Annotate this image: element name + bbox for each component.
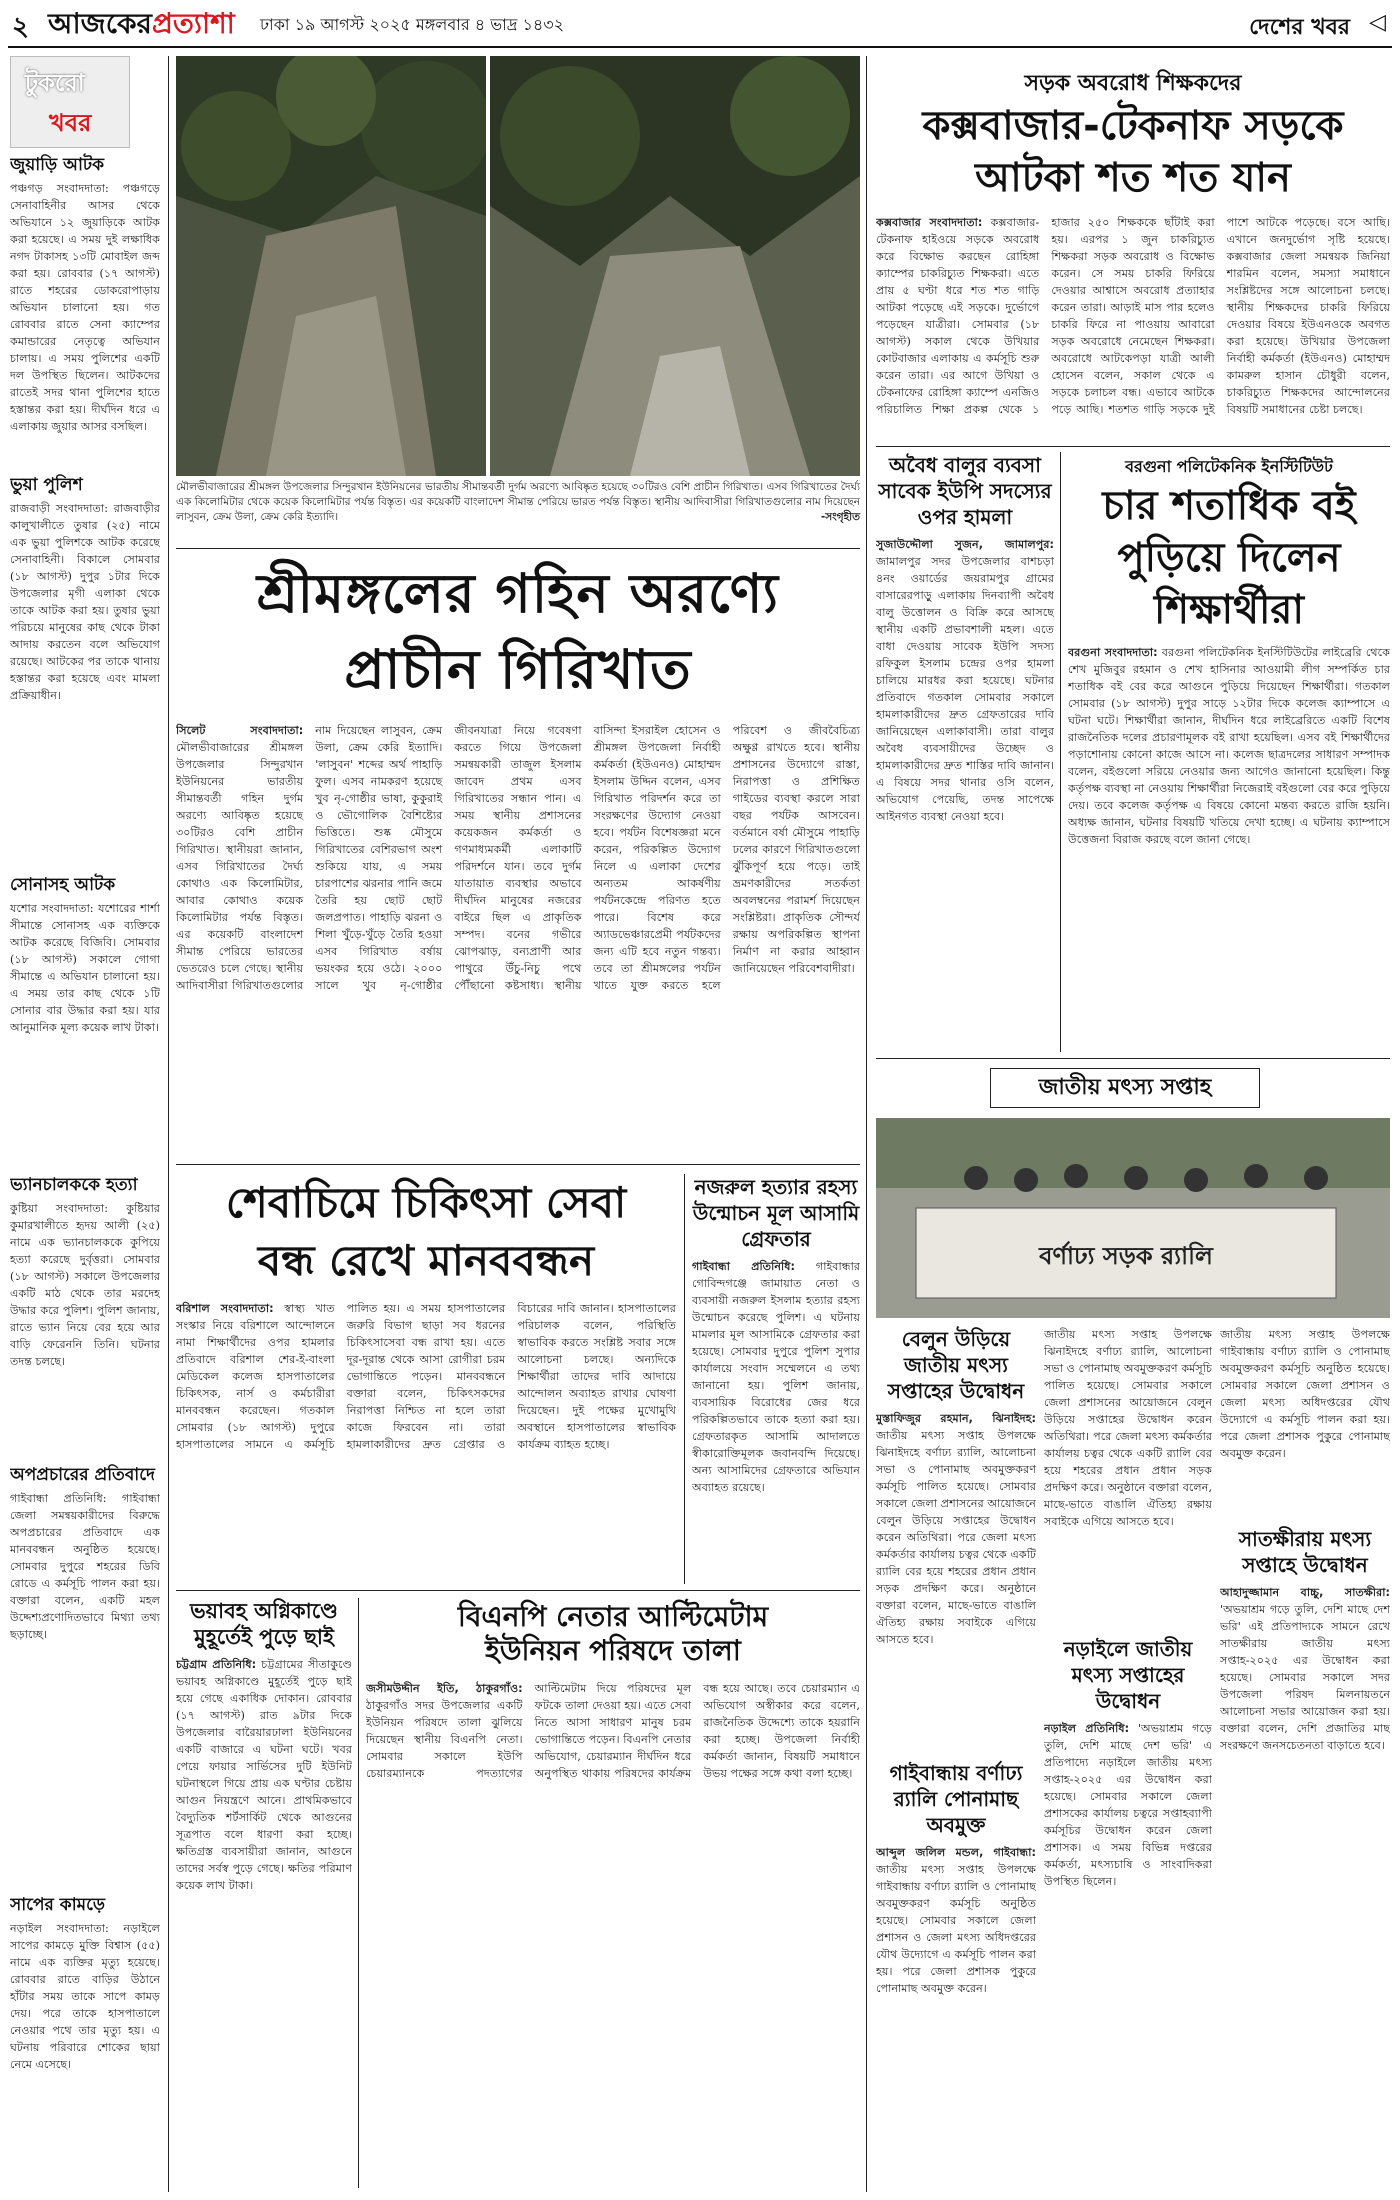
cox-headline-line1: কক্সবাজার-টেকনাফ সড়কে: [922, 103, 1344, 149]
forest-dateline: সিলেট সংবাদদাতা:: [176, 724, 304, 737]
cox-dateline: কক্সবাজার সংবাদদাতা:: [876, 216, 983, 229]
sidebar-item-title: সোনাসহ আটক: [10, 875, 116, 895]
cox-article-body: [876, 214, 1390, 440]
fish-col2-body: [1044, 1326, 1212, 1626]
bnp-article-body: [366, 1680, 860, 2188]
sidebar-divider: [168, 56, 169, 2192]
fish-rally-photo-image: [876, 1118, 1390, 1318]
sand-article-body: [876, 536, 1054, 1006]
nazrul-article-body: [692, 1258, 860, 1548]
fish-col2-text: জাতীয় মৎস্য সপ্তাহ উপলক্ষে ঝিনাইদহে বর্ণাঢ্য র‍্যালি, আলোচনা সভা ও পোনামাছ অবমুক্তকরণ কর্মসূচি পালিত হয়েছে। সোমবার সকালে জেলা প্রশাসনের আয়োজনে বেলুন উড়িয়ে সপ্তাহের উদ্বোধন করেন অতিথিরা। পরে জেলা মৎস্য কর্মকর্তার কার্যালয় চত্বর থেকে একটি র‍্যালি বের হয়ে শহরের প্রধান প্রধান সড়ক প্রদক্ষিণ করে। অনুষ্ঠানে বক্তারা বলেন, মাছে-ভাতে বাঙালি ঐতিহ্য রক্ষায় সবাইকে এগিয়ে আসতে হবে।: [1044, 1328, 1212, 1528]
satkhira-dateline: আহাদুজ্জামান বাচ্চু, সাতক্ষীরা:: [1220, 1586, 1390, 1599]
sidebar-item-text: পঞ্চগড় সংবাদদাতা: পঞ্চগড়ে সেনাবাহিনীর আসর থেকে অভিযানে ১২ জুয়াড়িকে আটক করা হয়েছে। এ সময় দুই লক্ষাধিক নগদ টাকাসহ ১৩টি মোবাইল জব্দ করা হয়। রোববার (১৭ আগস্ট) রাতে শহরের ডোকরোপাড়ায় অভিযান চালানো হয়। গত রোববার রাতে সেনা ক্যাম্পের কমান্ডারের নেতৃত্বে অভিযান চালায়। এ সময় পুলিশের একটি দল উপস্থিত ছিলেন। আটকদের রাতেই সদর থানা পুলিশের হাতে হস্তান্তর করা হয়। দীর্ঘদিন ধরে এ এলাকায় জুয়ার আসর বসছিল।: [10, 182, 160, 433]
bnp-headline: [366, 1600, 860, 1668]
fire-dateline: চট্টগ্রাম প্রতিনিধি:: [176, 1658, 257, 1671]
fire-article: [176, 1598, 352, 2188]
sebachim-article-body: [176, 1300, 676, 1584]
nazrul-dateline: গাইবান্ধা প্রতিনিধি:: [692, 1260, 795, 1273]
sand-headline: অবৈধ বালুর ব্যবসা সাবেক ইউপি সদস্যের ওপর হামলা: [878, 453, 1052, 529]
balloon-headline: বেলুন উড়িয়ে জাতীয় মৎস্য সপ্তাহের উদ্বোধন: [887, 1327, 1025, 1403]
sebachim-bottom-rule: [176, 1590, 860, 1591]
cox-kicker: সড়ক অবরোধ শিক্ষকদের: [1024, 71, 1242, 96]
forest-caption-credit: -সংগৃহীত: [820, 511, 860, 523]
satkhira-body: [1220, 1584, 1390, 2144]
sidebar-item-title: ভ্যানচালককে হত্যা: [10, 1175, 138, 1195]
sebachim-dateline: বরিশাল সংবাদদাতা:: [176, 1302, 274, 1315]
page-number: ২: [12, 12, 29, 42]
barguna-kicker: বরগুনা পলিটেকনিক ইনস্টিটিউট: [1125, 457, 1333, 476]
sidebar-item: [10, 1462, 160, 1892]
forest-article-body: [176, 722, 860, 1158]
sidebar-item: [10, 1892, 160, 2182]
dateline: ঢাকা ১৯ আগস্ট ২০২৫ মঙ্গলবার ৪ ভাদ্র ১৪৩২: [260, 15, 565, 34]
logo-part2: প্রত্যাশা: [151, 7, 235, 40]
header-rule: [8, 46, 1392, 48]
nazrul-headline: নজরুল হত্যার রহস্য উন্মোচন মূল আসামি গ্রেফতার: [692, 1175, 860, 1251]
sidebar-item-title: জুয়াড়ি আটক: [10, 155, 105, 175]
sidebar-item: [10, 1172, 160, 1462]
sidebar-logo-line2: খবর: [49, 109, 92, 137]
fire-body-text: চট্টগ্রামের সীতাকুণ্ডে ভয়াবহ অগ্নিকাণ্ডে মুহূর্তেই পুড়ে ছাই হয়ে গেছে একাধিক দোকান। রোববার (১৭ আগস্ট) রাত ৯টার দিকে উপজেলার বারৈয়ারঢালা ইউনিয়নের একটি বাজারে এ ঘটনা ঘটে। খবর পেয়ে ফায়ার সার্ভিসের দুটি ইউনিট ঘটনাস্থলে গিয়ে প্রায় এক ঘণ্টার চেষ্টায় আগুন নিয়ন্ত্রণে আনে। প্রাথমিকভাবে বৈদ্যুতিক শর্টসার্কিট থেকে আগুনের সূত্রপাত বলে ধারণা করা হচ্ছে। ক্ষতিগ্রস্ত ব্যবসায়ীরা জানান, আগুনে তাদের সর্বস্ব পুড়ে গেছে। ক্ষতির পরিমাণ কয়েক লাখ টাকা।: [176, 1658, 352, 1892]
sand-divider: [1060, 452, 1061, 1052]
forest-photo-caption: [176, 480, 860, 544]
forest-photo-right-image: [490, 56, 860, 476]
balloon-body-text: জাতীয় মৎস্য সপ্তাহ উপলক্ষে ঝিনাইদহে বর্ণাঢ্য র‍্যালি, আলোচনা সভা ও পোনামাছ অবমুক্তকরণ কর্মসূচি পালিত হয়েছে। সোমবার সকালে জেলা প্রশাসনের আয়োজনে বেলুন উড়িয়ে সপ্তাহের উদ্বোধন করেন অতিথিরা। পরে জেলা মৎস্য কর্মকর্তার কার্যালয় চত্বর থেকে একটি র‍্যালি বের হয়ে শহরের প্রধান প্রধান সড়ক প্রদক্ষিণ করে। অনুষ্ঠানে বক্তারা বলেন, মাছে-ভাতে বাঙালি ঐতিহ্য রক্ষায় সবাইকে এগিয়ে আসতে হবে।: [876, 1429, 1036, 1646]
forest-photo-left-image: [176, 56, 486, 476]
nazrul-divider: [684, 1174, 685, 1584]
gaibandha-body: [876, 1844, 1036, 2114]
sidebar-item-text: নড়াইল সংবাদদাতা: নড়াইলে সাপের কামড়ে মুক্তি বিশ্বাস (৫৫) নামে এক ব্যক্তির মৃত্যু হয়েছে। রোববার রাতে বাড়ির উঠানে হাঁটার সময় তাকে সাপে কামড় দেয়। পরে তাকে হাসপাতালে নেওয়ার পথে তার মৃত্যু হয়। এ ঘটনায় পরিবারে শোকের ছায়া নেমে এসেছে।: [10, 1922, 160, 2071]
sidebar-item-title: ভুয়া পুলিশ: [10, 475, 83, 495]
cox-headline-line2: আটকা শত শত যান: [975, 155, 1291, 201]
fish-rally-photo: [876, 1118, 1390, 1318]
sidebar-item-text: কুষ্টিয়া সংবাদদাতা: কুষ্টিয়ার কুমারখালীতে হৃদয় আলী (২৫) নামে এক ভ্যানচালককে কুপিয়ে হত্যা করেছে দুর্বৃত্তরা। সোমবার (১৮ আগস্ট) সকালে উপজেলার একটি মাঠ থেকে তার মরদেহ উদ্ধার করে পুলিশ। পুলিশ জানায়, রাতে ভ্যান নিয়ে বের হয়ে আর বাড়ি ফেরেননি তিনি। ঘটনার তদন্ত চলছে।: [10, 1202, 160, 1368]
fish-column-3: [1220, 1326, 1390, 2186]
logo-part1: আজকের: [48, 7, 152, 40]
narail-dateline: নড়াইল প্রতিনিধি:: [1044, 1722, 1130, 1735]
fish-banner-text: বর্ণাঢ্য সড়ক র‍্যালি: [1039, 1242, 1213, 1270]
section-title: দেশের খবর: [1249, 15, 1350, 40]
narail-body: [1044, 1720, 1212, 2120]
right-column-divider: [866, 56, 867, 2192]
sidebar-news-list: [10, 152, 160, 2192]
balloon-body: [876, 1410, 1036, 1750]
fire-headline: ভয়াবহ অগ্নিকাণ্ডে মুহূর্তেই পুড়ে ছাই: [190, 1599, 338, 1649]
fire-divider: [358, 1598, 359, 2188]
bnp-body-text: ঠাকুরগাঁও সদর উপজেলার একটি ইউনিয়ন পরিষদে তালা ঝুলিয়ে দিয়েছেন স্থানীয় বিএনপি নেতা। সোমবার সকালে ইউপি চেয়ারম্যানকে পদত্যাগের আল্টিমেটাম দিয়ে পরিষদের মূল ফটকে তালা দেওয়া হয়। এতে সেবা নিতে আসা সাধারণ মানুষ চরম ভোগান্তিতে পড়েন। বিএনপি নেতার অভিযোগ, চেয়ারম্যান দীর্ঘদিন ধরে অনুপস্থিত থাকায় পরিষদের কার্যক্রম বন্ধ হয়ে আছে। তবে চেয়ারম্যান এ অভিযোগ অস্বীকার করে বলেন, রাজনৈতিক উদ্দেশ্যে তাকে হয়রানি করা হচ্ছে। উপজেলা নির্বাহী কর্মকর্তা জানান, বিষয়টি সমাধানে উভয় পক্ষের সঙ্গে কথা বলা হচ্ছে।: [366, 1682, 860, 1780]
balloon-dateline: মুস্তাফিজুর রহমান, ঝিনাইদহ:: [876, 1412, 1036, 1425]
nazrul-article: [692, 1174, 860, 1584]
forest-headline-line2: প্রাচীন গিরিখাত: [344, 638, 692, 701]
bnp-dateline: জসীমউদ্দীন ইতি, ঠাকুরগাঁও:: [366, 1682, 523, 1695]
cox-bottom-rule: [876, 446, 1390, 447]
satkhira-headline: সাতক্ষীরায় মৎস্য সপ্তাহে উদ্বোধন: [1238, 1527, 1372, 1577]
sand-dateline: সুজাউদ্দৌলা সুজন, জামালপুর:: [876, 538, 1054, 551]
section-arrow-icon: ◁: [1369, 10, 1386, 35]
fire-article-body: [176, 1656, 352, 2156]
sidebar-item: [10, 472, 160, 872]
bnp-headline-line2: ইউনিয়ন পরিষদে তালা: [485, 1634, 741, 1667]
sebachim-body-text: স্বাস্থ্য খাত সংস্কার নিয়ে বরিশালে আন্দোলনে নামা শিক্ষার্থীদের ওপর হামলার প্রতিবাদে বরিশাল শের-ই-বাংলা মেডিকেল কলেজ হাসপাতালের চিকিৎসক, নার্স ও কর্মচারীরা মানববন্ধন করেছেন। গতকাল সোমবার (১৮ আগস্ট) দুপুরে হাসপাতালের সামনে এ কর্মসূচি পালিত হয়। এ সময় হাসপাতালের জরুরি বিভাগ ছাড়া সব ধরনের চিকিৎসাসেবা বন্ধ রাখা হয়। এতে দূর-দূরান্ত থেকে আসা রোগীরা চরম ভোগান্তিতে পড়েন। মানববন্ধনে বক্তারা বলেন, চিকিৎসকদের নিরাপত্তা নিশ্চিত না হলে তারা কাজে ফিরবেন না। তারা হামলাকারীদের দ্রুত গ্রেপ্তার ও বিচারের দাবি জানান। হাসপাতালের পরিচালক বলেন, পরিস্থিতি স্বাভাবিক করতে সংশ্লিষ্ট সবার সঙ্গে আলোচনা চলছে। অন্যদিকে শিক্ষার্থীরা তাদের দাবি আদায়ে আন্দোলন অব্যাহত রাখার ঘোষণা দিয়েছেন। দুই পক্ষের মুখোমুখি অবস্থানে হাসপাতালের স্বাভাবিক কার্যক্রম ব্যাহত হচ্ছে।: [176, 1302, 676, 1451]
fish-col3-text: জাতীয় মৎস্য সপ্তাহ উপলক্ষে গাইবান্ধায় বর্ণাঢ্য র‍্যালি ও পোনামাছ অবমুক্তকরণ কর্মসূচি অনুষ্ঠিত হয়েছে। সোমবার সকালে জেলা প্রশাসন ও জেলা মৎস্য অধিদপ্তরের যৌথ উদ্যোগে এ কর্মসূচি পালন করা হয়। পরে জেলা প্রশাসক পুকুরে পোনামাছ অবমুক্ত করেন।: [1220, 1328, 1390, 1460]
sidebar-logo: [10, 56, 130, 148]
barguna-headline-line2: পুড়িয়ে দিলেন: [1117, 535, 1341, 581]
fish-column-2: [1044, 1326, 1212, 2186]
narail-body-text: 'অভয়াশ্রম গড়ে তুলি, দেশি মাছে দেশ ভরি' এ প্রতিপাদ্যে নড়াইলে জাতীয় মৎস্য সপ্তাহ-২০২৫ এর উদ্বোধন করা হয়েছে। সোমবার সকালে জেলা প্রশাসকের কার্যালয় চত্বরে সপ্তাহব্যাপী কর্মসূচির উদ্বোধন করেন জেলা প্রশাসক। এ সময় বিভিন্ন দপ্তরের কর্মকর্তা, মৎস্যচাষি ও সাংবাদিকরা উপস্থিত ছিলেন।: [1044, 1722, 1212, 1888]
sidebar-item-title: অপপ্রচারের প্রতিবাদে: [10, 1465, 155, 1485]
sebachim-headline: [176, 1174, 676, 1290]
cox-headline: [876, 100, 1390, 204]
forest-headline-line1: শ্রীমঙ্গলের গহিন অরণ্যে: [256, 562, 780, 625]
sidebar-item: [10, 152, 160, 472]
gaibandha-body-text: জাতীয় মৎস্য সপ্তাহ উপলক্ষে গাইবান্ধায় বর্ণাঢ্য র‍্যালি ও পোনামাছ অবমুক্তকরণ কর্মসূচি অনুষ্ঠিত হয়েছে। সোমবার সকালে জেলা প্রশাসন ও জেলা মৎস্য অধিদপ্তরের যৌথ উদ্যোগে এ কর্মসূচি পালন করা হয়। পরে জেলা প্রশাসক পুকুরে পোনামাছ অবমুক্ত করেন।: [876, 1863, 1036, 1995]
barguna-headline: [1068, 480, 1390, 636]
gaibandha-dateline: আব্দুল জলিল মন্ডল, গাইবান্ধা:: [876, 1846, 1036, 1859]
barguna-headline-line1: চার শতাধিক বই: [1102, 483, 1356, 529]
sidebar-item-text: গাইবান্ধা প্রতিনিধি: গাইবান্ধা জেলা সমন্বয়কারীদের বিরুদ্ধে অপপ্রচারের প্রতিবাদে এক মানববন্ধন অনুষ্ঠিত হয়েছে। সোমবার দুপুরে শহরের ডিবি রোডে এ কর্মসূচি পালন করা হয়। বক্তারা বলেন, একটি মহল উদ্দেশ্যপ্রণোদিতভাবে মিথ্যা তথ্য ছড়াচ্ছে।: [10, 1492, 160, 1641]
sidebar-logo-line1: টুকরো: [25, 69, 85, 97]
sidebar-item: [10, 872, 160, 1172]
nazrul-body-text: গাইবান্ধার গোবিন্দগঞ্জে জামায়াত নেতা ও ব্যবসায়ী নজরুল ইসলাম হত্যার রহস্য উন্মোচন করেছে পুলিশ। এ ঘটনায় মামলার মূল আসামিকে গ্রেফতার করা হয়েছে। সোমবার দুপুরে পুলিশ সুপার কার্যালয়ে সংবাদ সম্মেলনে এ তথ্য জানানো হয়। পুলিশ জানায়, ব্যবসায়িক বিরোধের জের ধরে পরিকল্পিতভাবে তাকে হত্যা করা হয়। গ্রেফতারকৃত আসামি আদালতে স্বীকারোক্তিমূলক জবানবন্দি দিয়েছে। অন্য আসামিদের গ্রেফতারে অভিযান অব্যাহত রয়েছে।: [692, 1260, 860, 1494]
sidebar-item-title: সাপের কামড়ে: [10, 1895, 106, 1915]
barguna-dateline: বরগুনা সংবাদদাতা:: [1068, 646, 1158, 659]
sebachim-headline-line1: শেবাচিমে চিকিৎসা সেবা: [225, 1178, 627, 1227]
satkhira-body-text: 'অভয়াশ্রম গড়ে তুলি, দেশি মাছে দেশ ভরি' এই প্রতিপাদ্যকে সামনে রেখে সাতক্ষীরায় জাতীয় মৎস্য সপ্তাহ-২০২৫ এর উদ্বোধন করা হয়েছে। সোমবার সকালে সদর উপজেলা পরিষদ মিলনায়তনে আলোচনা সভার আয়োজন করা হয়। বক্তারা বলেন, দেশি প্রজাতির মাছ সংরক্ষণে জনসচেতনতা বাড়াতে হবে।: [1220, 1603, 1390, 1752]
sand-article: [876, 452, 1054, 1052]
forest-caption-text: মৌলভীবাজারের শ্রীমঙ্গল উপজেলার সিন্দুরখান ইউনিয়নের ভারতীয় সীমান্তবর্তী দুর্গম অরণ্যে আবিষ্কৃত হয়েছে ৩০টিরও বেশি প্রাচীন গিরিখাত। এসব গিরিখাতের দৈর্ঘ্য এক কিলোমিটার থেকে কয়েক কিলোমিটার পর্যন্ত বিস্তৃত। এর কয়েকটি বাংলাদেশ সীমান্ত পেরিয়ে ভারত পর্যন্ত বিস্তৃত। স্থানীয় আদিবাসীরা গিরিখাতগুলোর নাম দিয়েছেন লাসুবন, ক্রেম উলা, ক্রেম কেরি ইত্যাদি।: [176, 481, 860, 523]
forest-photo-right: [490, 56, 860, 476]
fish-column-1: [876, 1326, 1036, 2186]
forest-caption-rule: [176, 548, 860, 549]
fish-section-title: জাতীয় মৎস্য সপ্তাহ: [990, 1068, 1260, 1108]
sidebar-item-text: যশোর সংবাদদাতা: যশোরের শার্শা সীমান্তে সোনাসহ এক ব্যক্তিকে আটক করেছে বিজিবি। সোমবার (১৮ আগস্ট) সকালে গোগা সীমান্তে এ অভিযান চালানো হয়। এ সময় তার কাছ থেকে ১টি সোনার বার উদ্ধার করা হয়। যার আনুমানিক মূল্য কয়েক লাখ টাকা।: [10, 902, 160, 1034]
bnp-headline-line1: বিএনপি নেতার আল্টিমেটাম: [457, 1600, 769, 1633]
cox-body-text: কক্সবাজার-টেকনাফ হাইওয়ে সড়কে অবরোধ করে বিক্ষোভ করছেন রোহিঙ্গা ক্যাম্পের চাকরিচ্যুত শিক্ষকরা। এতে প্রায় ৫ ঘণ্টা ধরে শত শত গাড়ি আটকা পড়েছে এই সড়কে। দুর্ভোগে পড়েছেন যাত্রীরা। সোমবার (১৮ আগস্ট) সকাল থেকে উখিয়ার কোটবাজার এলাকায় এ কর্মসূচি শুরু করেন তারা। এর আগে উখিয়া ও টেকনাফের রোহিঙ্গা ক্যাম্পে এনজিও পরিচালিত শিক্ষা প্রকল্প থেকে ১ হাজার ২৫০ শিক্ষককে ছাঁটাই করা হয়। এরপর ১ জুন চাকরিচ্যুত শিক্ষকরা সড়ক অবরোধ ও বিক্ষোভ করেন। সে সময় চাকরি ফিরিয়ে দেওয়ার আশ্বাসে অবরোধ প্রত্যাহার করেন তারা। আড়াই মাস পার হলেও চাকরি ফিরে না পাওয়ায় আবারো সড়ক অবরোধে নেমেছেন শিক্ষকরা। অবরোধে আটকেপড়া যাত্রী আলী হোসেন বলেন, সকাল থেকে এ সড়কে চলাচল বন্ধ। এভাবে আটকে পড়ে আছি। শতশত গাড়ি সড়কে দুই পাশে আটকে পড়েছে। বসে আছি। এখানে জনদুর্ভোগ সৃষ্টি হয়েছে। কক্সবাজার জেলা সমন্বয়ক জিনিয়া শারমিন বলেন, সমস্যা সমাধানে সংশ্লিষ্টদের সঙ্গে আলোচনা চলছে। স্থানীয় শিক্ষকদের চাকরি ফিরিয়ে দেওয়ার বিষয়ে ইউএনওকে অবগত করা হয়েছে। উখিয়ার উপজেলা নির্বাহী কর্মকর্তা (ইউএনও) মোহাম্মদ কামরুল হাসান চৌধুরী বলেন, চাকরিচ্যুত শিক্ষকদের আন্দোলনের বিষয়টি সমাধানের চেষ্টা চলছে।: [876, 216, 1390, 416]
narail-headline: নড়াইলে জাতীয় মৎস্য সপ্তাহের উদ্বোধন: [1063, 1637, 1193, 1713]
sidebar-item-text: রাজবাড়ী সংবাদদাতা: রাজবাড়ীর কালুখালীতে তুষার (২৫) নামে এক ভুয়া পুলিশকে আটক করেছে সেনাবাহিনী। বিকালে সোমবার (১৮ আগস্ট) দুপুর ১টার দিকে উপজেলার মৃগী এলাকা থেকে তাকে আটক করা হয়। তুষার ভুয়া পরিচয়ে মানুষের কাছ থেকে টাকা আদায় করতেন বলে অভিযোগ রয়েছে। আটকের পর তাকে থানায় হস্তান্তর করা হয়েছে এবং মামলা প্রক্রিয়াধীন।: [10, 502, 160, 702]
forest-photo-left: [176, 56, 486, 476]
forest-body-text: মৌলভীবাজারের শ্রীমঙ্গল উপজেলার সিন্দুরখান ইউনিয়নের ভারতীয় সীমান্তবর্তী গহিন দুর্গম অরণ্যে আবিষ্কৃত হয়েছে ৩০টিরও বেশি প্রাচীন গিরিখাত। স্থানীয়রা জানান, এসব গিরিখাতের দৈর্ঘ্য কোথাও এক কিলোমিটার, আবার কোথাও কয়েক কিলোমিটার পর্যন্ত বিস্তৃত। এর কয়েকটি বাংলাদেশ সীমান্ত পেরিয়ে ভারতের ভেতরেও চলে গেছে। স্থানীয় আদিবাসীরা গিরিখাতগুলোর নাম দিয়েছেন লাসুবন, ক্রেম উলা, ক্রেম কেরি ইত্যাদি। 'লাসুবন' শব্দের অর্থ পাহাড়ি ফুল। এসব নামকরণ হয়েছে খুব নৃ-গোষ্ঠীর ভাষা, কুকুরাই ও ভৌগোলিক বৈশিষ্ট্যের ভিত্তিতে। শুষ্ক মৌসুমে গিরিখাতের বেশিরভাগ অংশ শুকিয়ে যায়, এ সময় চারপাশের ঝরনার পানি জমে তৈরি হয় ছোট ছোট জলপ্রপাত। পাহাড়ি ঝরনা ও শিলা খুঁড়ে-খুঁড়ে তৈরি হওয়া এসব গিরিখাত বর্ষায় ভয়ংকর হয়ে ওঠে। ২০০০ সালে খুব নৃ-গোষ্ঠীর জীবনযাত্রা নিয়ে গবেষণা করতে গিয়ে উপজেলা সমন্বয়কারী তাজুল ইসলাম জাবেদ প্রথম এসব গিরিখাতের সন্ধান পান। এ সময় স্থানীয় প্রশাসনের কয়েকজন কর্মকর্তা ও গণমাধ্যমকর্মী এলাকাটি পরিদর্শনে যান। তবে দুর্গম যাতায়াত ব্যবস্থার অভাবে দীর্ঘদিন মানুষের নজরের বাইরে ছিল এ প্রাকৃতিক সম্পদ। বনের গভীরে ঝোপঝাড়, বন্যপ্রাণী আর পাথুরে উঁচু-নিচু পথে পৌঁছানো কষ্টসাধ্য। স্থানীয় বাসিন্দা ইসরাইল হোসেন ও শ্রীমঙ্গল উপজেলা নির্বাহী কর্মকর্তা (ইউএনও) মোহাম্মদ ইসলাম উদ্দিন বলেন, এসব গিরিখাত পরিদর্শন করে তা সংরক্ষণের উদ্যোগ নেওয়া হবে। পর্যটন বিশেষজ্ঞরা মনে করেন, পরিকল্পিত উদ্যোগ নিলে এ এলাকা দেশের অন্যতম আকর্ষণীয় পর্যটনকেন্দ্রে পরিণত হতে পারে। বিশেষ করে অ্যাডভেঞ্চারপ্রেমী পর্যটকদের জন্য এটি হবে নতুন গন্তব্য। তবে তা শ্রীমঙ্গলের পর্যটন খাতে যুক্ত করতে হলে পরিবেশ ও জীববৈচিত্র্য অক্ষুণ্ণ রাখতে হবে। স্থানীয় প্রশাসনের উদ্যোগে রাস্তা, নিরাপত্তা ও প্রশিক্ষিত গাইডের ব্যবস্থা করলে সারা বছর পর্যটক আসবেন। বর্তমানে বর্ষা মৌসুমে পাহাড়ি ঢলের কারণে গিরিখাতগুলো ঝুঁকিপূর্ণ হয়ে পড়ে। তাই ভ্রমণকারীদের সতর্কতা অবলম্বনের পরামর্শ দিয়েছেন সংশ্লিষ্টরা। প্রাকৃতিক সৌন্দর্য রক্ষায় অপরিকল্পিত স্থাপনা নির্মাণ না করার আহ্বান জানিয়েছেন পরিবেশবাদীরা।: [176, 724, 860, 992]
gaibandha-headline: গাইবান্ধায় বর্ণাঢ্য র‍্যালি পোনামাছ অবমুক্ত: [889, 1761, 1023, 1837]
barguna-body-text: বরগুনা পলিটেকনিক ইনস্টিটিউটের লাইব্রেরি থেকে শেখ মুজিবুর রহমান ও শেখ হাসিনার আওয়ামী লীগ সম্পর্কিত চার শতাধিক বই বের করে আগুনে পুড়িয়ে দিয়েছেন শিক্ষার্থীরা। গতকাল সোমবার (১৮ আগস্ট) দুপুর সাড়ে ১২টার দিকে কলেজ ক্যাম্পাসে এ ঘটনা ঘটে। শিক্ষার্থীরা জানান, দীর্ঘদিন ধরে লাইব্রেরিতে একটি বিশেষ রাজনৈতিক দলের প্রচারণামূলক বই রাখা হয়েছিল। এসব বই শিক্ষার্থীদের পড়াশোনায় কোনো কাজে আসে না। কলেজ ছাত্রদলের সাধারণ সম্পাদক বলেন, বইগুলো সরিয়ে নেওয়ার জন্য আগেও জানানো হয়েছিল। কিন্তু কর্তৃপক্ষ ব্যবস্থা না নেওয়ায় শিক্ষার্থীরা নিজেরাই বইগুলো বের করে পুড়িয়ে দেয়। তবে কলেজ কর্তৃপক্ষ এ বিষয়ে কোনো মন্তব্য করতে রাজি হয়নি। অধ্যক্ষ জানান, ঘটনার বিষয়টি খতিয়ে দেখা হচ্ছে। এ ঘটনায় ক্যাম্পাসে উত্তেজনা বিরাজ করছে বলে জানা গেছে।: [1068, 646, 1390, 846]
barguna-headline-line3: শিক্ষার্থীরা: [1153, 587, 1305, 633]
fish-col3-body: [1220, 1326, 1390, 1516]
sand-body-text: জামালপুর সদর উপজেলার বাশচড়া ৪নং ওয়ার্ডের জয়রামপুর গ্রামের বাসারেরপাড়ু এলাকায় দিনব্যাপী অবৈধ বালু উত্তোলন ও বিক্রি করে আসছে স্থানীয় একটি প্রভাবশালী মহল। এতে বাধা দেওয়ায় সাবেক ইউপি সদস্য রফিকুল ইসলাম চন্দ্রের ওপর হামলা চালিয়ে মারধর করা হয়েছে। ঘটনার প্রতিবাদে গতকাল সোমবার সকালে হামলাকারীদের দ্রুত গ্রেফতারের দাবি জানিয়েছেন এলাকাবাসী। তারা বালুর অবৈধ ব্যবসায়ীদের উচ্ছেদ ও হামলাকারীদের দ্রুত শাস্তির দাবি জানান। এ বিষয়ে সদর থানার ওসি বলেন, অভিযোগ পেয়েছি, তদন্ত সাপেক্ষে আইনগত ব্যবস্থা নেওয়া হবে।: [876, 555, 1054, 823]
barguna-article-body: [1068, 644, 1390, 1048]
forest-headline: [176, 556, 860, 708]
sebachim-headline-line2: বন্ধ রেখে মানববন্ধন: [257, 1236, 595, 1285]
masthead-logo: [48, 2, 235, 49]
forest-bottom-rule: [176, 1164, 860, 1165]
barguna-bottom-rule: [876, 1058, 1390, 1059]
